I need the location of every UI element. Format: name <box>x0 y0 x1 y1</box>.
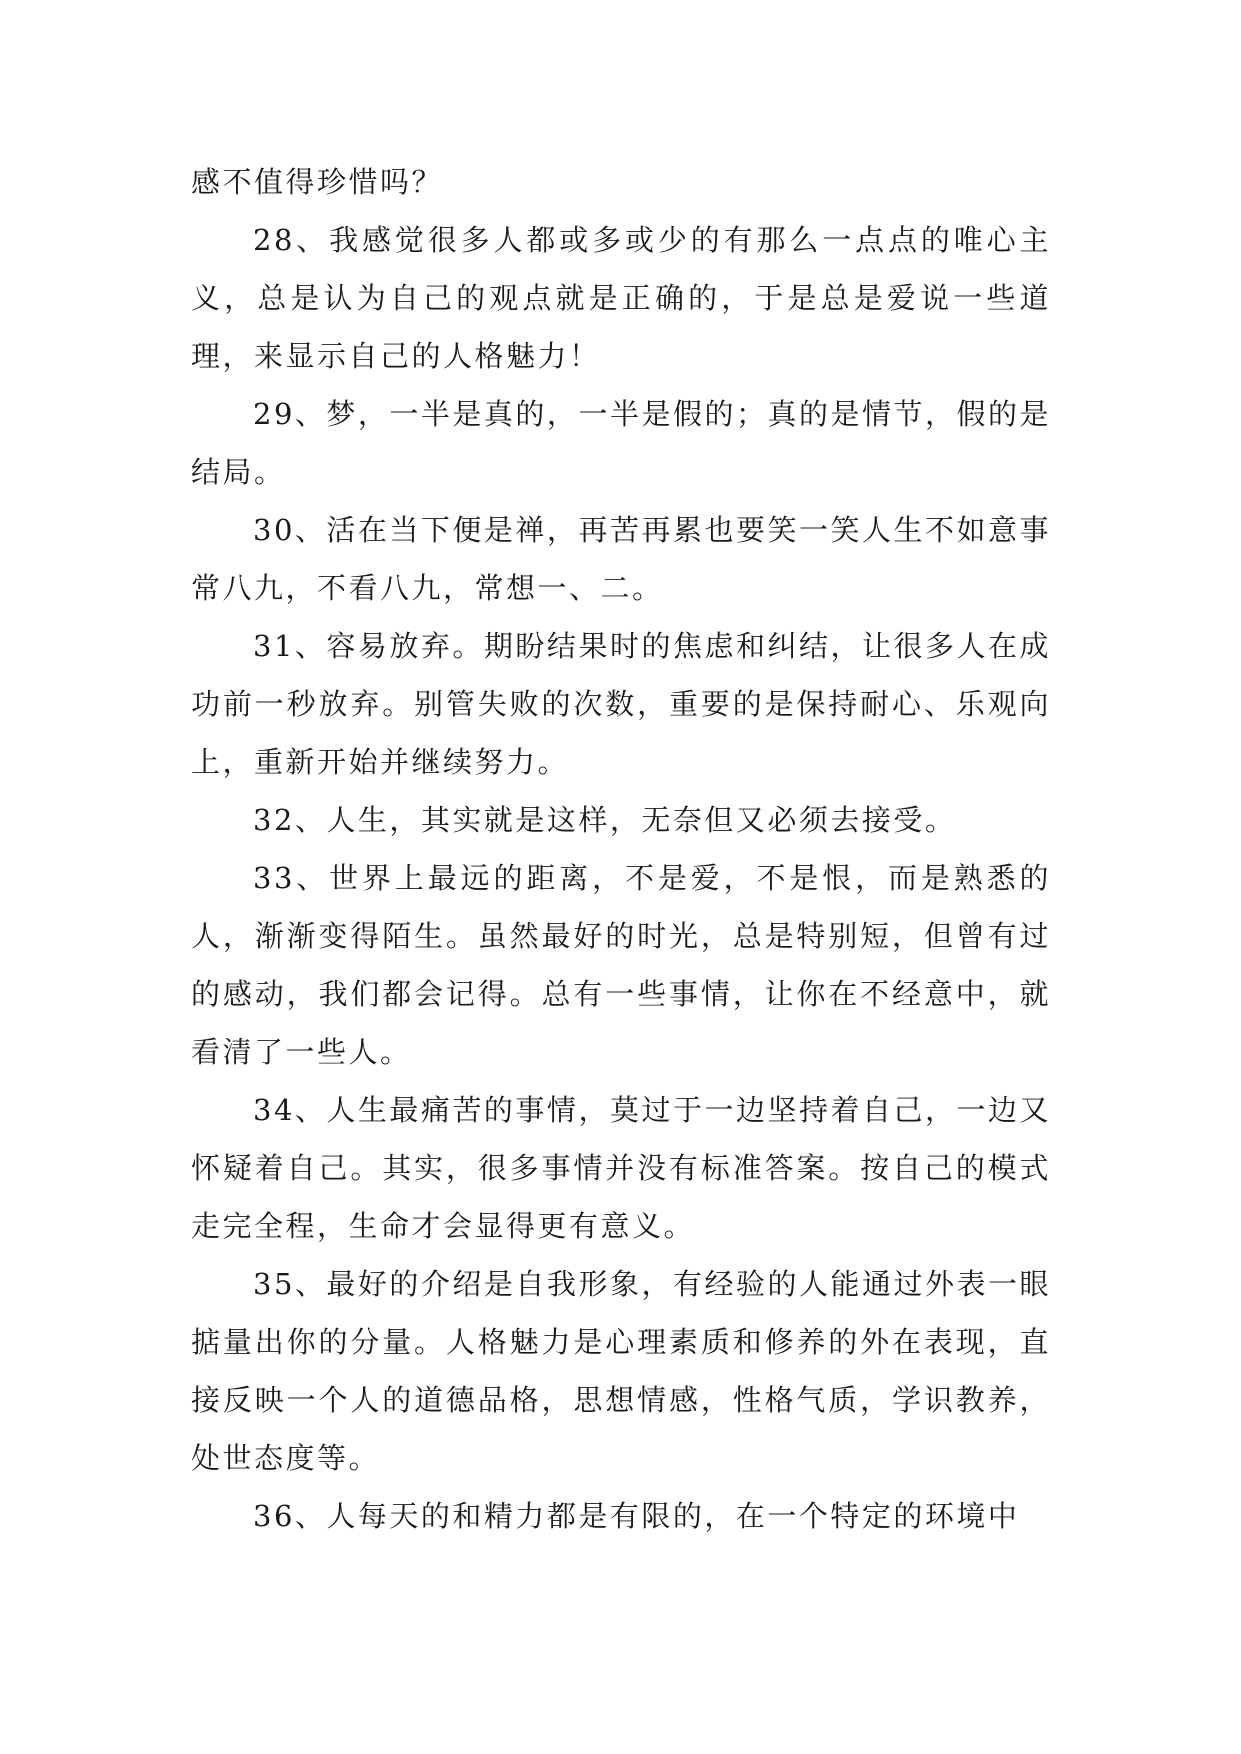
paragraph-35: 35、最好的介绍是自我形象，有经验的人能通过外表一眼掂量出你的分量。人格魅力是心理素质和修养的外在表现，直接反映一个人的道德品格，思想情感，性格气质，学识教养，处世态度等。 <box>191 1267 1051 1475</box>
paragraph-continuation: 感不值得珍惜吗？ <box>191 165 444 199</box>
paragraph-31: 31、容易放弃。期盼结果时的焦虑和纠结，让很多人在成功前一秒放弃。别管失败的次数，重要的是保持耐心、乐观向上，重新开始并继续努力。 <box>191 629 1051 779</box>
paragraph-29: 29、梦，一半是真的，一半是假的；真的是情节，假的是结局。 <box>191 397 1051 489</box>
paragraph-33: 33、世界上最远的距离，不是爱，不是恨，而是熟悉的人，渐渐变得陌生。虽然最好的时光，总是特别短，但曾有过的感动，我们都会记得。总有一些事情，让你在不经意中，就看清了一些人。 <box>191 861 1051 1069</box>
paragraph-30: 30、活在当下便是禅，再苦再累也要笑一笑人生不如意事常八九，不看八九，常想一、二。 <box>191 513 1051 605</box>
document-body <box>191 153 1051 1545</box>
paragraph-32: 32、人生，其实就是这样，无奈但又必须去接受。 <box>253 803 957 837</box>
paragraph-28: 28、我感觉很多人都或多或少的有那么一点点的唯心主义，总是认为自己的观点就是正确的，于是总是爱说一些道理，来显示自己的人格魅力！ <box>191 223 1051 373</box>
paragraph-34: 34、人生最痛苦的事情，莫过于一边坚持着自己，一边又怀疑着自己。其实，很多事情并没有标准答案。按自己的模式走完全程，生命才会显得更有意义。 <box>191 1093 1051 1243</box>
paragraph-36: 36、人每天的和精力都是有限的，在一个特定的环境中 <box>253 1499 1020 1533</box>
